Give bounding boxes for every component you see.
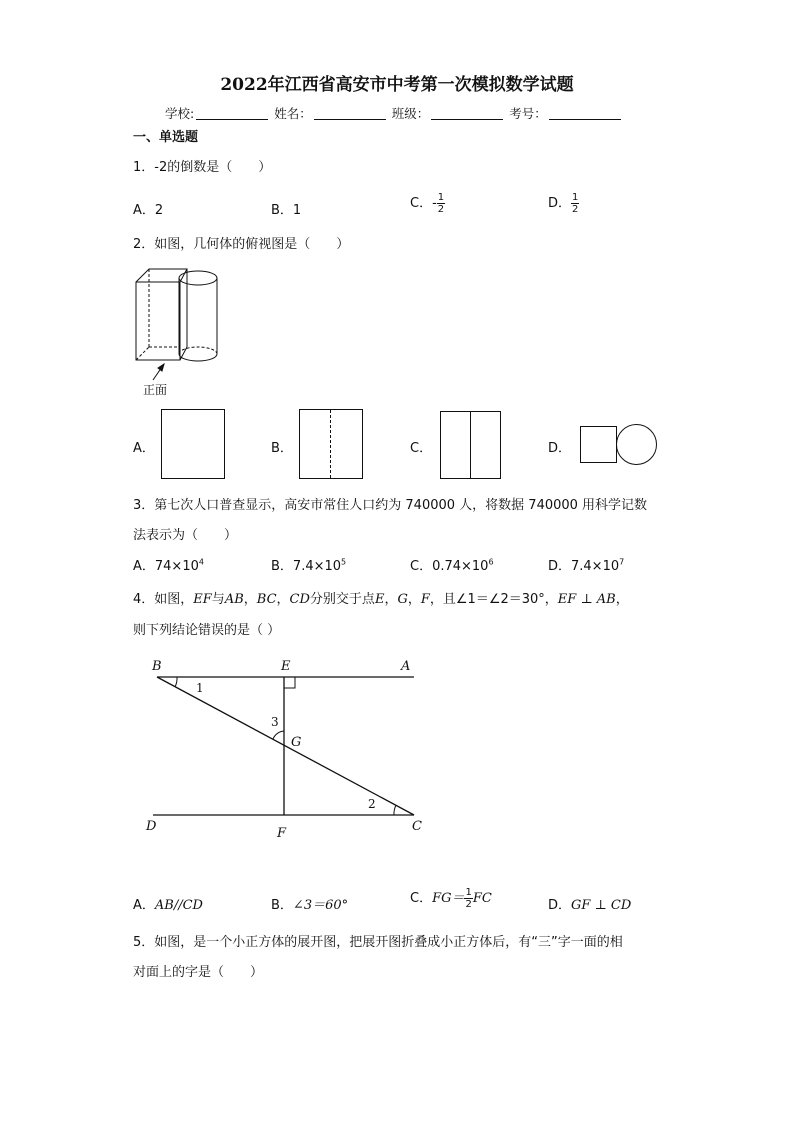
q2-option-b-dashed-line	[330, 410, 331, 478]
front-view-label: 正面	[143, 383, 168, 397]
label-c: C	[412, 819, 422, 834]
class-blank[interactable]	[431, 107, 503, 120]
q1-option-c	[410, 192, 445, 215]
q4-option-c-fraction: $\frac{1}{2}$	[465, 887, 472, 910]
cylinder-top	[179, 271, 217, 285]
q2-option-d-label: D．	[548, 441, 572, 456]
q2-option-b-label: B．	[271, 441, 293, 456]
section-heading: 一、单选题	[133, 130, 199, 145]
label-angle-1: 1	[196, 681, 204, 695]
prism-hidden-edge-diag	[136, 347, 149, 360]
q3-stem-line2: 法表示为（ ）	[133, 528, 238, 543]
q2-option-c-square	[440, 411, 501, 479]
q3-stem-line1: 3．第七次人口普查显示，高安市常住人口约为 740000 人，将数据 740000 用科学记数	[133, 498, 648, 513]
q1-option-d-prefix: D．	[548, 196, 572, 211]
q2-option-d-circle	[616, 424, 657, 465]
q5-stem-line1: 5．如图，是一个小正方体的展开图，把展开图折叠成小正方体后，有“三”字一面的相	[133, 935, 623, 950]
q4-option-c: C．FG＝ $\frac{1}{2}$ FC	[410, 887, 492, 910]
q1-stem: 1．-2的倒数是（ ）	[133, 160, 272, 175]
q4-option-a: A．AB//CD	[133, 898, 203, 913]
q1-option-a: A．2	[133, 203, 164, 218]
angle-1-arc	[175, 677, 177, 687]
name-label: 姓名：	[274, 106, 312, 121]
q4-option-b: B．∠3＝60°	[271, 898, 349, 913]
school-blank[interactable]	[196, 107, 268, 120]
q2-option-a-square	[161, 409, 225, 479]
label-b: B	[152, 659, 162, 674]
prism-front-face	[136, 282, 180, 360]
q1-option-d	[548, 192, 579, 215]
student-info-fields	[165, 104, 623, 122]
angle-2-arc	[394, 805, 396, 815]
label-angle-3: 3	[271, 715, 279, 729]
q4-geometry-figure	[140, 652, 430, 848]
q1-option-c-fraction: $\frac{1}{2}$	[437, 192, 445, 215]
exam-no-label: 考号：	[509, 106, 547, 121]
q1-option-c-prefix: C．-	[410, 196, 437, 211]
q3-option-a: A．$74\times 10^4$	[133, 557, 204, 574]
q1-option-d-fraction: $\frac{1}{2}$	[572, 192, 579, 215]
name-blank[interactable]	[314, 107, 386, 120]
q4-stem-line1: 4．如图，EF与AB，BC，CD分别交于点E，G，F，且∠1＝∠2＝30°，EF ⊥ AB，	[133, 592, 629, 607]
class-label: 班级：	[391, 106, 430, 121]
label-f: F	[277, 826, 287, 841]
exam-no-blank[interactable]	[549, 107, 621, 120]
label-e: E	[281, 659, 291, 674]
q1-option-b: B．1	[271, 203, 302, 218]
front-arrow-head	[158, 364, 164, 371]
q2-option-a-label: A．	[133, 441, 155, 456]
school-label: 学校:	[165, 106, 195, 121]
label-a: A	[401, 659, 411, 674]
q3-option-d: D．$7.4\times 10^7$	[548, 557, 625, 574]
q5-stem-line2: 对面上的字是（ ）	[133, 965, 264, 980]
q3-option-c: C．$0.74\times 10^6$	[410, 557, 494, 574]
label-g: G	[291, 735, 302, 750]
label-angle-2: 2	[368, 797, 376, 811]
q2-option-c-label: C．	[410, 441, 433, 456]
q4-stem-line2: 则下列结论错误的是（ ）	[133, 623, 281, 638]
page-title: 2022年江西省高安市中考第一次模拟数学试题	[220, 75, 574, 95]
q2-option-d-square	[580, 426, 617, 463]
q2-option-c-solid-line	[470, 412, 471, 478]
cylinder-bottom-front	[179, 354, 217, 361]
angle-3-arc	[273, 731, 284, 739]
label-d: D	[146, 819, 157, 834]
right-angle-mark	[284, 677, 295, 688]
line-bc	[157, 677, 414, 815]
q2-stem: 2．如图，几何体的俯视图是（ ）	[133, 237, 350, 252]
q4-option-d: D．GF ⊥ CD	[548, 898, 632, 913]
q3-option-b: B．$7.4\times 10^5$	[271, 557, 347, 574]
q2-option-b-square	[299, 409, 363, 479]
